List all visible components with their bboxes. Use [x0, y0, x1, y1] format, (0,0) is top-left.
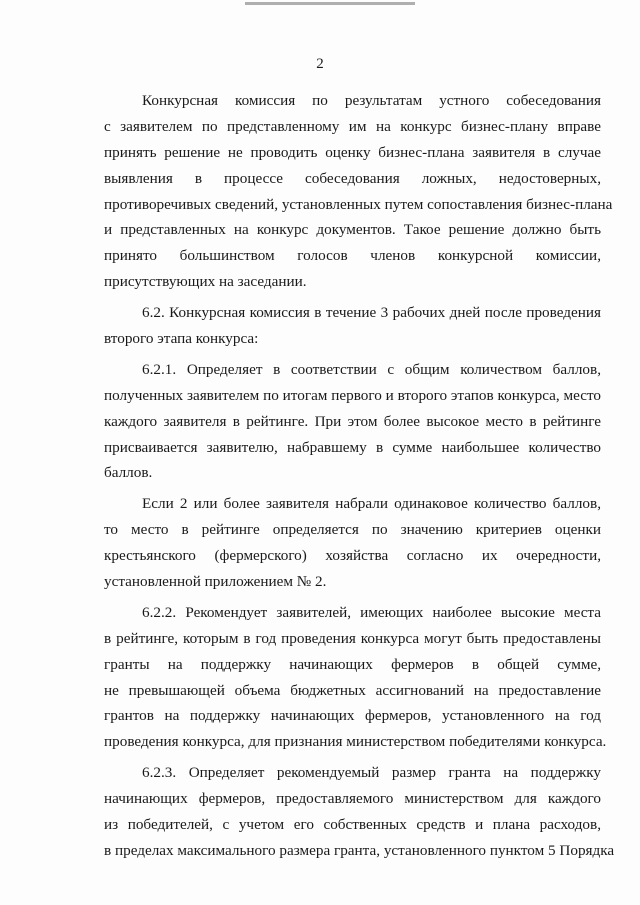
text-line: из победителей, с учетом его собственных средств и плана расходов, — [104, 816, 601, 834]
text-line: гранты на поддержку начинающих фермеров в общей сумме, — [104, 655, 601, 673]
text-line: каждого заявителя в рейтинге. При этом более высокое место в рейтинге — [104, 412, 601, 430]
paragraph-6-2-1 — [104, 357, 601, 486]
text-line: противоречивых сведений, установленных путем сопоставления бизнес-плана — [104, 195, 613, 213]
paragraph — [104, 491, 601, 595]
document-body — [104, 88, 615, 869]
text-line: Если 2 или более заявителя набрали одинаковое количество баллов, — [142, 495, 601, 513]
paragraph-6-2-3 — [104, 760, 615, 864]
text-line: начинающих фермеров, предоставляемого министерством для каждого — [104, 790, 601, 808]
text-line: принять решение не проводить оценку бизнес-плана заявителя в случае — [104, 143, 601, 161]
text-line: 6.2.1. Определяет в соответствии с общим количеством баллов, — [142, 360, 601, 378]
paragraph — [104, 88, 613, 295]
text-line: установленной приложением № 2. — [104, 573, 327, 591]
page-number: 2 — [316, 56, 324, 72]
text-line: 6.2. Конкурсная комиссия в течение 3 рабочих дней после проведения — [142, 304, 601, 322]
text-line: 6.2.2. Рекомендует заявителей, имеющих наиболее высокие места — [142, 603, 601, 621]
text-line: Конкурсная комиссия по результатам устного собеседования — [142, 92, 601, 109]
text-line: с заявителем по представленному им на конкурс бизнес-плану вправе — [104, 117, 601, 135]
text-line: присутствующих на заседании. — [104, 273, 307, 291]
text-line: и представленных на конкурс документов. Такое решение должно быть — [104, 221, 601, 239]
text-line: принято большинством голосов членов конкурсной комиссии, — [104, 247, 601, 265]
paragraph-6-2-2 — [104, 600, 607, 755]
text-line: присваивается заявителю, набравшему в сумме наибольшее количество — [104, 438, 601, 456]
text-line: в пределах максимального размера гранта, установленного пунктом 5 Порядка — [104, 841, 615, 859]
text-line: выявления в процессе собеседования ложных, недостоверных, — [104, 169, 601, 187]
text-line: второго этапа конкурса: — [104, 330, 259, 348]
text-line: баллов. — [104, 464, 153, 482]
text-line: крестьянского (фермерского) хозяйства согласно их очередности, — [104, 547, 601, 565]
text-line: проведения конкурса, для признания министерством победителями конкурса. — [104, 733, 607, 751]
text-line: не превышающей объема бюджетных ассигнований на предоставление — [104, 681, 601, 699]
text-line: грантов на поддержку начинающих фермеров, установленного на год — [104, 707, 601, 725]
text-line: то место в рейтинге определяется по значению критериев оценки — [104, 521, 601, 539]
paragraph-6-2 — [104, 300, 601, 352]
text-line: в рейтинге, которым в год проведения конкурса могут быть предоставлены — [104, 629, 601, 647]
text-line: 6.2.3. Определяет рекомендуемый размер гранта на поддержку — [142, 764, 601, 782]
text-line: полученных заявителем по итогам первого и второго этапов конкурса, место — [104, 386, 601, 404]
scan-edge-mark — [245, 2, 415, 5]
